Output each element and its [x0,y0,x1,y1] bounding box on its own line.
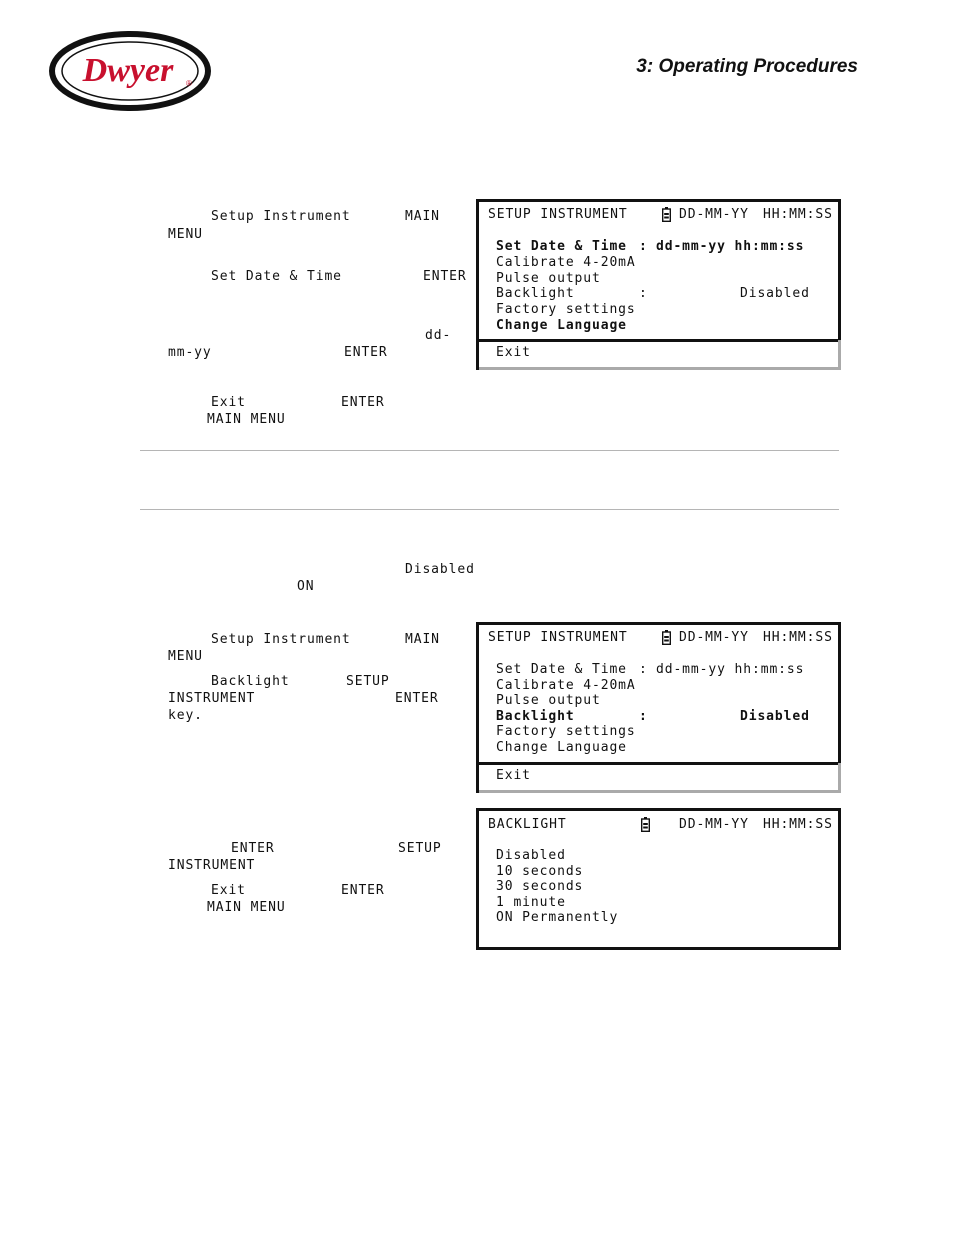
screen-title: SETUP INSTRUMENT [488,207,628,222]
screen-date: DD-MM-YY [679,207,749,222]
menu-item-backlight[interactable]: Backlight [496,286,575,301]
menu-item-change-language[interactable]: Change Language [496,740,627,755]
step-text: ENTER [423,269,467,284]
menu-separator: : [639,662,648,677]
menu-item-calibrate[interactable]: Calibrate 4-20mA [496,255,636,270]
screen-time: HH:MM:SS [763,630,833,645]
menu-value-date-time: dd-mm-yy hh:mm:ss [656,662,805,677]
screen-title: SETUP INSTRUMENT [488,630,628,645]
menu-separator: : [639,286,648,301]
screen-time: HH:MM:SS [763,817,833,832]
menu-separator: : [639,709,648,724]
step-text: MAIN [405,209,440,224]
battery-icon [662,630,671,645]
menu-item-change-language[interactable]: Change Language [496,318,627,333]
step-text: Setup Instrument [211,632,351,647]
dwyer-logo [48,30,212,112]
battery-icon [662,207,671,222]
lcd-setup-instrument-screen [476,199,841,370]
menu-item-pulse-output[interactable]: Pulse output [496,271,601,286]
step-text: ENTER [344,345,388,360]
intro-text: ON [297,579,315,594]
screen-date: DD-MM-YY [679,817,749,832]
backlight-option-disabled[interactable]: Disabled [496,848,566,863]
backlight-option-1-minute[interactable]: 1 minute [496,895,566,910]
step-text: ENTER [231,841,275,856]
lcd-backlight-screen [476,808,841,950]
svg-text:®: ® [186,79,192,88]
step-text: dd- [425,328,452,343]
menu-item-set-date-time[interactable]: Set Date & Time [496,239,627,254]
step-text: MENU [168,649,203,664]
menu-item-exit[interactable]: Exit [496,345,531,360]
menu-item-factory-settings[interactable]: Factory settings [496,724,636,739]
step-text: SETUP [346,674,390,689]
step-text: MAIN MENU [207,412,286,427]
menu-item-set-date-time[interactable]: Set Date & Time [496,662,627,677]
step-text: Set Date & Time [211,269,342,284]
divider [140,450,839,451]
backlight-option-on-permanently[interactable]: ON Permanently [496,910,619,925]
menu-separator: : [639,239,648,254]
step-text: Setup Instrument [211,209,351,224]
step-text: Exit [211,883,246,898]
menu-item-exit[interactable]: Exit [496,768,531,783]
step-text: ENTER [395,691,439,706]
step-text: Backlight [211,674,290,689]
step-text: MAIN MENU [207,900,286,915]
backlight-option-10-seconds[interactable]: 10 seconds [496,864,584,879]
step-text: mm-yy [168,345,212,360]
step-text: Exit [211,395,246,410]
backlight-option-30-seconds[interactable]: 30 seconds [496,879,584,894]
step-text: SETUP [398,841,442,856]
intro-text: Disabled [405,562,475,577]
step-text: MAIN [405,632,440,647]
screen-date: DD-MM-YY [679,630,749,645]
section-title: 3: Operating Procedures [636,56,858,77]
svg-text:Dwyer: Dwyer [82,52,174,89]
step-text: key. [168,708,203,723]
menu-value-backlight: Disabled [740,709,810,724]
battery-icon [641,817,650,832]
step-text: ENTER [341,883,385,898]
menu-item-calibrate[interactable]: Calibrate 4-20mA [496,678,636,693]
screen-time: HH:MM:SS [763,207,833,222]
divider [140,509,839,510]
step-text: MENU [168,227,203,242]
menu-item-pulse-output[interactable]: Pulse output [496,693,601,708]
step-text: ENTER [341,395,385,410]
screen-title: BACKLIGHT [488,817,567,832]
menu-value-date-time: dd-mm-yy hh:mm:ss [656,239,805,254]
step-text: INSTRUMENT [168,858,256,873]
lcd-setup-instrument-screen-2 [476,622,841,793]
menu-item-factory-settings[interactable]: Factory settings [496,302,636,317]
menu-item-backlight[interactable]: Backlight [496,709,575,724]
step-text: INSTRUMENT [168,691,256,706]
menu-value-backlight: Disabled [740,286,810,301]
